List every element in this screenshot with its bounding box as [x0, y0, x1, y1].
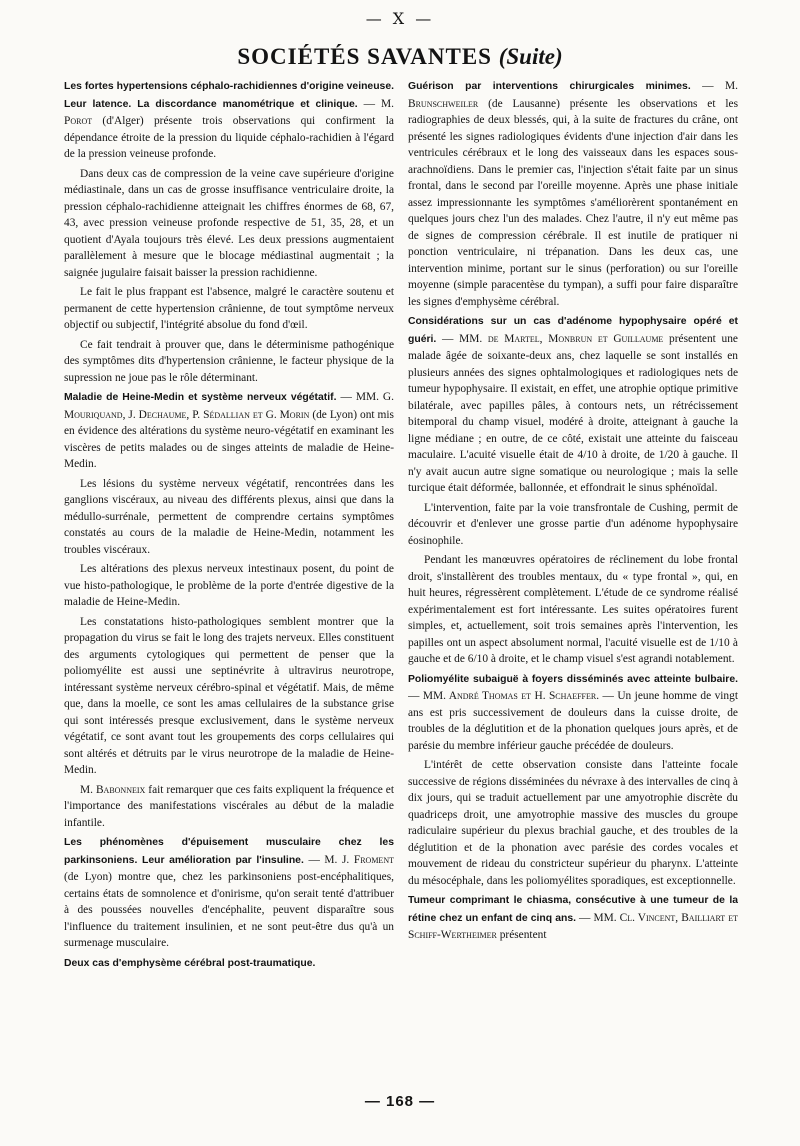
section-paragraph: Tumeur comprimant le chiasma, consécutive à une tumeur de la rétine chez un enfant de cinq ans. — MM. Cl. Vincent, Bailliart et Schiff-Wertheimer présentent [408, 895, 738, 941]
body-paragraph [408, 552, 738, 668]
paragraph-text: (de Lyon) ont mis en évidence des altérations du système neuro-végétatif en examinant les viscères de petits malades ou de singes atteints de maladie de Heine-Medin. [64, 408, 394, 470]
author-names: M. Babonneix [80, 783, 146, 796]
section-paragraph: Considérations sur un cas d'adénome hypophysaire opéré et guéri. — MM. de Martel, Monbrun et Guillaume présentent une malade âgée de soixante-deux ans, chez laquelle se sont installés en plusieurs années des signes ophtalmologiques et radiologiques nets de tumeur hypophysaire. Il existait, en effet, une atrophie optique primitive bilatérale, avec papilles pâles, à contours nets, un rétrécissement bitemporal du champ visuel, modéré à droite, atteignant à gauche la ligne médiane ; en outre, de ce côté, existait une atteinte du faisceau maculaire. L'acuité visuelle était de 4/10 à droite, de 1/20 à gauche. Il n'y avait aucun autre signe somatique ou neurologique ; mais la selle turcique était déformée, ballonnée, et effondrait le sinus sphénoïdal. [408, 316, 738, 494]
paragraph-text: (d'Alger) présente trois observations qui confirment la dépendance étroite de la pression du liquide céphalo-rachidien à l'égard de la pression veineuse profonde. [64, 115, 394, 160]
section-paragraph [64, 955, 394, 973]
page-title [0, 42, 800, 72]
title-suffix: (Suite) [498, 44, 563, 69]
paragraph-text: présentent [496, 929, 547, 941]
paragraph-text: présentent une malade âgée de soixante-deux ans, chez laquelle se sont installés en plusieurs années des signes ophtalmologiques et radiologiques nets de tumeur hypophysaire. Il existait, en effet, une atrophie optique primitive bilatérale, avec papilles pâles, à contours nets, un rétrécissement bitemporal du champ visuel, modéré à droite, atteignant à gauche la ligne médiane ; en outre, de ce côté, existait une atteinte du faisceau maculaire. L'acuité visuelle était de 4/10 à droite, de 1/20 à gauche. Il n'y avait aucun autre signe somatique ou neurologique ; mais la selle turcique était déformée, ballonnée, et effondrait le sinus sphénoïdal. [408, 332, 738, 494]
body-paragraph [64, 782, 394, 832]
body-paragraph [64, 476, 394, 559]
section-heading: Poliomyélite subaiguë à foyers disséminés avec atteinte bulbaire. [408, 673, 738, 685]
author-names: MM. de Martel, Monbrun et Guillaume [459, 332, 664, 345]
left-column [64, 78, 394, 1086]
paragraph-text: — Un jeune homme de vingt ans est pris successivement de douleurs dans la cuisse droite, de troubles de la déglutition et de la phonation quelques jours après, et de parésie du membre inférieur gauche précédée de douleurs. [408, 690, 738, 752]
author-names: MM. André Thomas et H. Schaeffer. [422, 690, 600, 702]
section-paragraph: Les phénomènes d'épuisement musculaire chez les parkinsoniens. Leur amélioration par l'insuline. — M. J. Froment (de Lyon) montre que, chez les parkinsoniens post-encéphalitiques, certains états de somnolence et d'onirisme, qu'on serait tenté d'attribuer à des poussées nouvelles d'encéphalite, peuvent disparaître sous l'influence du traitement insulinien, et ne sont peut-être dus qu'à un surmenage musculaire. [64, 837, 394, 949]
body-paragraph [64, 561, 394, 611]
author-names: MM. Cl. Vincent, Bailliart et Schiff-Wertheimer [408, 911, 738, 941]
body-paragraph [408, 500, 738, 550]
section-paragraph: Maladie de Heine-Medin et système nerveux végétatif. — MM. G. Mouriquand, J. Dechaume, P. Sédallian et G. Morin (de Lyon) ont mis en évidence des altérations du système neuro-végétatif en examinant les viscères de petits malades ou de singes atteints de maladie de Heine-Medin. [64, 391, 394, 470]
section-heading: Maladie de Heine-Medin et système nerveux végétatif. [64, 392, 337, 403]
paragraph-text: Le fait le plus frappant est l'absence, malgré le caractère soutenu et permanent de cette hypertension crânienne, de tout symptôme nerveux objectif ou subjectif, l'intégrité absolue du fond d'œil. [64, 286, 394, 331]
author-names: M. Porot [64, 97, 394, 127]
paragraph-text: L'intervention, faite par la voie transfrontale de Cushing, permit de découvrir et d'enlever une grosse partie d'un adénome hypophysaire éosinophile. [408, 501, 738, 547]
author-names: M. Brunschweiler [408, 80, 738, 110]
section-heading: Deux cas d'emphysème cérébral post-traumatique. [64, 957, 316, 969]
section-heading: Les phénomènes d'épuisement musculaire chez les parkinsoniens. Leur amélioration par l'insuline. [64, 837, 394, 866]
body-paragraph [64, 337, 394, 387]
paragraph-text: (de Lausanne) présente les observations et les radiographies de deux blessés, qui, à la suite de fractures du crâne, ont présenté les signes radiologiques évidents d'une injection d'air dans les ventricules cérébraux et le long des vaisseaux dans les espaces sous-arachnoïdiens. Dans le premier cas, l'injection s'était faite par un sinus frontal, dans le second par l'oreille moyenne. Après une phase initiale assez impressionnante les symptômes s'améliorèrent spontanément en quelques jours chez l'un des malades. Chez l'autre, il n'y eut même pas de signes de compression cérébrale. Il est inutile de pratiquer ni ponction ventriculaire, ni trépanation. Dans les deux cas, une intervention minime, portant sur le sinus (perforation) ou sur l'oreille moyenne (simple paracentèse du tympan), a suffi pour faire disparaître les signes d'emphysème cérébral. [408, 97, 738, 308]
author-names: MM. G. Mouriquand, J. Dechaume, P. Sédallian et G. Morin [64, 391, 394, 421]
author-names: M. J. Froment [324, 853, 394, 866]
paragraph-text: Dans deux cas de compression de la veine cave supérieure d'origine médiastinale, dans un cas de grosse insuffisance ventriculaire droite, la pression céphalo-rachidienne atteignait les chiffres énormes de 68, 67, 43, avec pression veineuse profonde respective de 51, 35, 28, et un quotient d'Ayala toujours très élevé. Les deux pressions augmentaient parallèlement à mesure que le blocage médiastinal augmentait ; la saignée jugulaire faisait baisser la pression rachidienne. [64, 167, 394, 279]
paragraph-text: Les altérations des plexus nerveux intestinaux posent, du point de vue histo-pathologique, le problème de la porte d'entrée digestive de la maladie de Heine-Medin. [64, 563, 394, 608]
paragraph-text: Les lésions du système nerveux végétatif, rencontrées dans les ganglions viscéraux, au niveau des différents plexus, ainsi que dans la médullo-surrénale, permettent de comprendre certains symptômes constatés au cours de la maladie de Heine-Medin, notamment les troubles viscéraux. [64, 477, 394, 556]
section-paragraph: Poliomyélite subaiguë à foyers disséminés avec atteinte bulbaire. — MM. André Thomas et H. Schaeffer. — Un jeune homme de vingt ans est pris successivement de douleurs dans la cuisse droite, de troubles de la déglutition et de la phonation quelques jours après, et de parésie du membre inférieur gauche précédée de douleurs. [408, 673, 738, 752]
title-text: SOCIÉTÉS SAVANTES [237, 44, 492, 69]
section-heading: Tumeur comprimant le chiasma, consécutive à une tumeur de la rétine chez un enfant de cinq ans. [408, 895, 738, 924]
paragraph-text: Ce fait tendrait à prouver que, dans le déterminisme pathogénique des symptômes dits d'hypertension crânienne, le facteur physique de la supression ne joue pas le rôle déterminant. [64, 338, 394, 384]
paragraph-text: Pendant les manœuvres opératoires de réclinement du lobe frontal droit, s'installèrent des troubles mentaux, du « type frontal », qui, en huit heures, régressèrent complètement. L'étude de ce syndrome réalisé expérimentalement est fort intéressante. Les suites opératoires furent simples, et, actuellement, soit trois semaines après l'intervention, les papilles ont un aspect absolument normal, l'acuité visuelle est de 1/10 à gauche et de 6/10 à droite, et le champ visuel s'est agrandi notablement. [408, 554, 738, 665]
running-head-numeral: — X — [365, 9, 435, 28]
paragraph-text: (de Lyon) montre que, chez les parkinsoniens post-encéphalitiques, certains états de somnolence et d'onirisme, qu'on serait tenté d'attribuer à des poussées nouvelles d'encéphalite, peuvent disparaître sous l'influence du traitement insulinien, et ne sont peut-être dus qu'à un surmenage musculaire. [64, 871, 394, 949]
paragraph-text: L'intérêt de cette observation consiste dans l'atteinte focale successive de régions disséminées du névraxe à des intervalles de cinq à dix jours, qui se traduit actuellement par une amyotrophie discrète du quadriceps droit, une amyotrophie massive des muscles du groupe radiculaire supérieur du plexus brachial gauche, et des troubles de la déglutition et de la phonation avec parésie des cordes vocales et mouvement de rideau du constricteur supérieur du pharynx. L'atteinte du mésocéphale, dans les poliomyélites sporadiques, est exceptionnelle. [408, 759, 738, 887]
section-paragraph: Guérison par interventions chirurgicales minimes. — M. Brunschweiler (de Lausanne) présente les observations et les radiographies de deux blessés, qui, à la suite de fractures du crâne, ont présenté les signes radiologiques évidents d'une injection d'air dans les ventricules cérébraux et le long des vaisseaux dans les espaces sous-arachnoïdiens. Dans le premier cas, l'injection s'était faite par un sinus frontal, dans le second par l'oreille moyenne. Après une phase initiale assez impressionnante les symptômes s'améliorèrent spontanément en quelques jours chez l'un des malades. Chez l'autre, il n'y eut même pas de signes de compression cérébrale. Il est inutile de pratiquer ni ponction ventriculaire, ni trépanation. Dans les deux cas, une intervention minime, portant sur le sinus (perforation) ou sur l'oreille moyenne (simple paracentèse du tympan), a suffi pour faire disparaître les signes d'emphysème cérébral. [408, 80, 738, 308]
page-number: — 168 — [364, 1093, 436, 1110]
section-heading: Guérison par interventions chirurgicales minimes. [408, 81, 691, 92]
section-heading: Les fortes hypertensions céphalo-rachidiennes d'origine veineuse. Leur latence. La discordance manométrique et clinique. [64, 81, 394, 110]
body-paragraph [64, 166, 394, 282]
section-heading: Considérations sur un cas d'adénome hypophysaire opéré et guéri. [408, 316, 738, 345]
body-paragraph [64, 284, 394, 334]
paragraph-text: fait remarquer que ces faits expliquent la fréquence et l'importance des manifestations viscérales au début de la maladie infantile. [64, 783, 394, 829]
body-paragraph [64, 614, 394, 779]
right-column [408, 78, 738, 1086]
body-paragraph [408, 757, 738, 889]
paragraph-text: Les constatations histo-pathologiques semblent montrer que la propagation du virus se fait le long des trajets nerveux. Elles constituent des arguments cytologiques qui permettent de penser que la poliomyélite est aussi une septinévrite à ultravirus neurotrope, intéressant système nerveux cérébro-spinal et végétatif. Mais, de même que, dans la moelle, ce sont les amas cellulaires de la substance grise qui sont intéressés presque exclusivement, dans le système nerveux végétatif, ce sont avant tout les groupements des corps cellulaires qui sont altérés et détruits par le virus neurotrope de la maladie de Heine-Medin. [64, 615, 394, 776]
section-paragraph: Les fortes hypertensions céphalo-rachidiennes d'origine veineuse. Leur latence. La discordance manométrique et clinique. — M. Porot (d'Alger) présente trois observations qui confirment la dépendance étroite de la pression du liquide céphalo-rachidien à l'égard de la pression veineuse profonde. [64, 81, 394, 160]
